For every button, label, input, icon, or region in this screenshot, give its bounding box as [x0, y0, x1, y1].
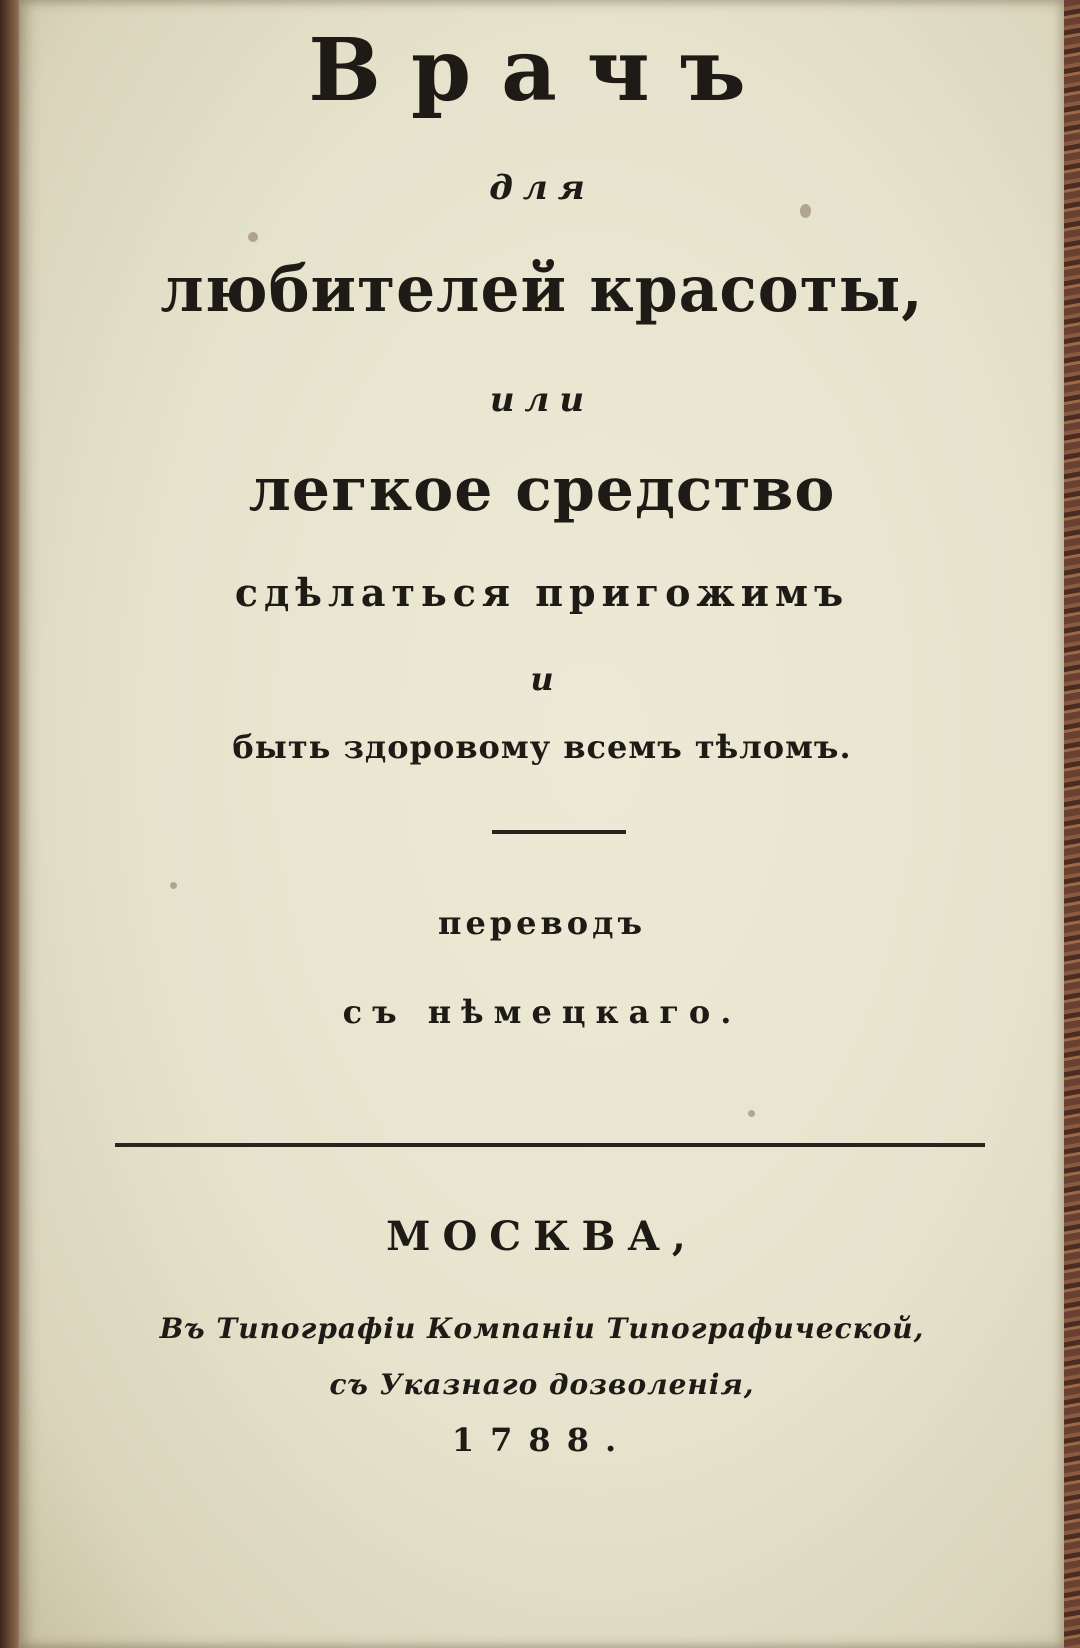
imprint-city: МОСКВА, [386, 1213, 698, 1260]
imprint-year: 1788. [451, 1421, 633, 1459]
title-block [20, 0, 1064, 1648]
book-title: Врачъ [308, 20, 776, 121]
subtitle-or: или [489, 380, 595, 420]
subtitle-and: и [530, 660, 554, 698]
imprint-permission: съ Указнаго дозволенiя, [329, 1368, 755, 1401]
title-page [20, 0, 1064, 1648]
book-binding-edge [0, 0, 22, 1648]
marbled-board-edge [1064, 0, 1080, 1648]
long-divider-rule [115, 1143, 985, 1147]
subtitle-be-healthy: быть здоровому всемъ тѣломъ. [232, 728, 852, 766]
subtitle-for: для [489, 168, 595, 208]
subtitle-become: сдѣлаться пригожимъ [234, 570, 850, 615]
translation-note: переводъ [438, 904, 646, 942]
subtitle-easy-means: легкое средство [248, 455, 836, 525]
imprint-printer: Въ Типографiи Компанiи Типографической, [159, 1312, 925, 1345]
translation-source: съ нѣмецкаго. [342, 993, 742, 1031]
subtitle-lovers: любителей красоты, [160, 252, 924, 327]
short-divider-rule [492, 830, 626, 834]
